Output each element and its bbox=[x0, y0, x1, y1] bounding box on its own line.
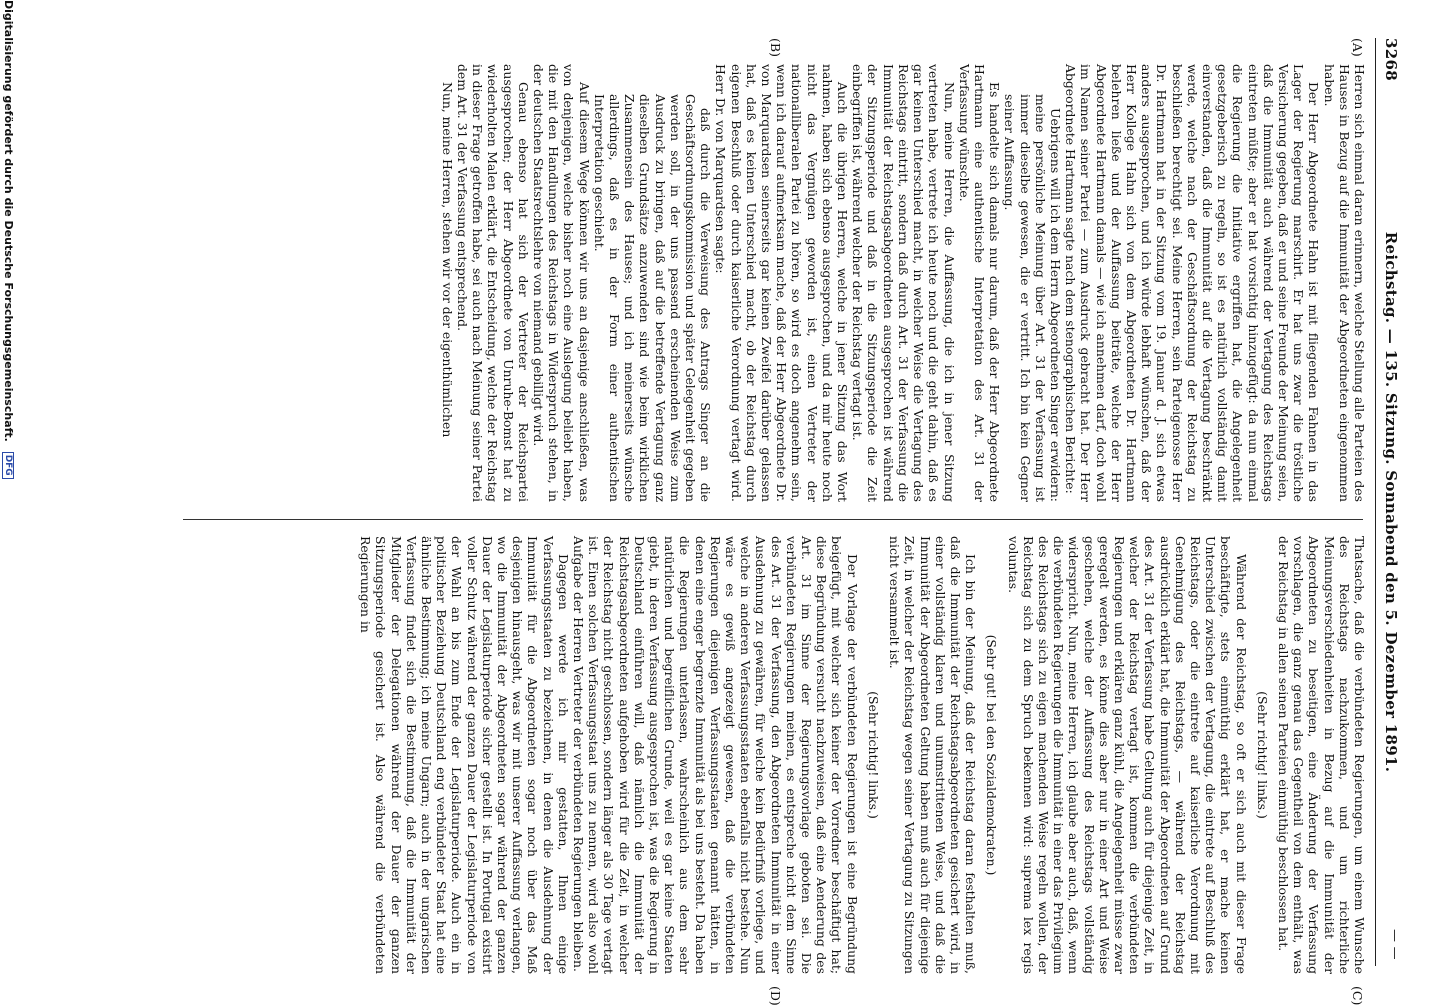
header-mark: — — bbox=[1387, 928, 1402, 960]
paragraph: Nun, meine Herren, die Auffassung, die ich in jener Sitzung vertreten habe, vertrete ich heute noch und die geht dahin, daß es gar keinen Unterschied macht, in welcher Weise die Vertagung des Reichstags eintritt, sondern daß durch Art. 31 der Verfassung die Immunität der Reichstagsabgeordneten ausgesprochen ist während der Sitzungsperiode und daß in die Sitzungsperiode die Zeit einbegriffen ist, während welcher der Reichstag vertagt ist. bbox=[850, 64, 957, 502]
paragraph: Auch die übrigen Herren, welche in jener Sitzung das Wort nahmen, haben sich ebenso ausgesprochen, und da mir heute noch nicht das Vergnügen geworden ist, einen Vertreter der nationalliberalen Partei zu hören, so wird es doch angenehm sein, wenn ich darauf aufmerksam mache, daß der Herr Abgeordnete Dr. von Marquardsen seinerseits gar keinen Zweifel darüber gelassen hat, daß es keinen Unterschied macht, ob der Reichstag durch eigenen Beschluß oder durch kaiserliche Verordnung vertagt wird. Herr Dr. von Marquardsen sagte: bbox=[713, 64, 851, 502]
credit-text: Digitalisierung gefördert durch die Deutsche Forschungsgemeinschaft. bbox=[2, 0, 15, 442]
left-column bbox=[440, 64, 1367, 502]
paragraph: (Sehr gut! bei den Sozialdemokraten.) bbox=[984, 634, 1000, 876]
paragraph: Thatsache, daß die verbündeten Regierungen, um einem Wunsche des Reichstags nachzukommen, und um richterliche Meinungsverschiedenheiten in Bezug auf die Immunität der Abgeordneten zu beseitigen, eine Änderung der Verfassung vorschlagen, die ganz genau das Gegentheil von dem enthält, was der Reichstag in allen seinen Parteien einmüthig beschlossen hat. bbox=[1275, 536, 1367, 974]
running-title: Reichstag. — 135. Sitzung. Sonnabend den 5. Dezember 1891. bbox=[1382, 231, 1400, 773]
paragraph: Der Vorlage der verbündeten Regierungen ist eine Begründung beigefügt, mit welcher sich keiner der Vorredner beschäftigt hat; diese Begründung versucht nachzuweisen, daß eine Aenderung des Art. 31 im Sinne der Regierungsvorlage geboten sei. Die verbündeten Regierungen meinen, es entspreche nicht dem Sinne des Art. 31 der Verfassung, den Abgeordneten Immunität in einer Ausdehnung zu gewähren, für welche kein Bedürfniß vorliege, und welche in anderen Verfassungsstaaten ebenfalls nicht bestehe. Nun wäre es gewiß angezeigt gewesen, daß die verbündeten Regierungen diejenigen Verfassungsstaaten genannt hätten, in denen eine enger begrenzte Immunität als bei uns besteht. Da haben die Regierungen unterlassen, wahrscheinlich aus dem sehr natürlichen und begreiflichen Grunde, weil es gar keine Staaten giebt, in deren Verfassung ausgesprochen ist, was die Regierung in Deutschland einführen will, daß nämlich die Immunität der Reichstagsabgeordneten aufgehoben wird für die Zeit, in welcher der Reichstag nicht geschlossen, sondern länger als 30 Tage vertagt ist. Einen solchen Verfassungsstaat uns zu nennen, wird also wohl Aufgabe der Herren Vertreter der verbündeten Regierungen bleiben. bbox=[571, 536, 860, 974]
paragraph: Nun, meine Herren, stehen wir vor der eigenthümlichen bbox=[439, 82, 455, 438]
paragraph: Während der Reichstag, so oft er sich auch mit dieser Frage beschäftigte, stets einmüthig erklärt hat, er mache keinen Unterschied zwischen der Vertagung, die eintrete auf Beschluß des Reichstags, oder die eintrete auf kaiserliche Verordnung mit Genehmigung des Reichstags, — während der Reichstag ausdrücklich erklärt hat, die Immunität der Abgeordneten auf Grund des Art. 31 der Verfassung habe Geltung auch für diejenige Zeit, in welcher der Reichstag vertagt ist, kommen die verbündeten Regierungen und erklären ganz kühl, die Angelegenheit müsse zwar geregelt werden, es könne dies aber nur in einer Art und Weise geschehen, welche der Auffassung des Reichstags vollständig widerspricht. Nun, meine Herren, ich glaube aber auch, daß, wenn die verbündeten Regierungen die Immunität in einer das Privilegium des Reichstags sich zu eigen machenden Weise regeln wollen, der Reichstag sich zu dem Spruch bekennen wird: suprema lex regis voluntas. bbox=[1005, 536, 1249, 974]
margin-mark-a: (A) bbox=[1350, 38, 1365, 57]
paragraph: Ich bin der Meinung, daß der Reichstag daran festhalten muß, daß die Immunität der Reichstagsabgeordneten gesichert wird, in einer vollständig klaren und unumstrittenen Weise, und daß die Immunität der Abgeordneten Geltung haben muß auch für diejenige Zeit, in welcher der Reichstag wegen seiner Vertagung zu Sitzungen nicht versammelt ist. bbox=[887, 536, 979, 974]
margin-mark-b: (B) bbox=[768, 38, 783, 57]
paragraph: (Sehr richtig! links.) bbox=[1254, 691, 1270, 819]
paragraph: Auf diesem Wege können wir uns an dasjenige anschließen, was von denjenigen, welche bisher noch eine Auslegung beliebt haben, die mit den Handlungen des Reichstags in Widerspruch stehen, in der deutschen Staatsrechtslehre von niemand gebilligt wird. bbox=[531, 64, 592, 502]
paragraph: Herren sich einmal daran erinnern, welche Stellung alle Parteien des Hauses in Bezug auf die Immunität der Abgeordneten eingenommen haben. bbox=[1321, 64, 1367, 502]
paragraph: Der Herr Abgeordnete Hahn ist mit fliegenden Fahnen in das Lager der Regierung marschirt. Er hat uns zwar die tröstliche Versicherung gegeben, daß er und seine Freunde der Meinung seien, daß die Immunität auch während der Vertagung des Reichstags eintreten müßte; aber er hat vorsichtig hinzugefügt: da nun einmal die Regierung die Initiative ergriffen hat, die Angelegenheit gesetzgeberisch zu regeln, so ist es natürlich vollständig damit einverstanden, daß die Immunität auf die Vertagung beschränkt werde, welche nach der Geschäftsordnung der Reichstag zu beschließen berechtigt sei. Meine Herren, sein Parteigenosse Herr Dr. Hartmann hat in der Sitzung vom 19. Januar d. J. sich etwas anders ausgesprochen, und ich würde lebhaft wünschen, daß der Herr Kollege Hahn sich von dem Abgeordneten Dr. Hartmann belehren ließe und der Auffassung beiträte, welche der Herr Abgeordnete Hartmann damals — wie ich annehmen darf, doch wohl im Namen seiner Partei — zum Ausdruck gebracht hat. Der Herr Abgeordnete Hartmann sagte nach dem stenographischen Berichte: bbox=[1063, 64, 1322, 502]
digitization-credit bbox=[2, 0, 15, 1000]
paragraph: Dagegen werde ich mir gestatten, Ihnen einige Verfassungsstaaten zu bezeichnen, in denen die Ausdehnung der Immunität für die Abgeordneten sogar noch über das Maß desjenigen hinausgeht, was wir mit unserer Auffassung verlangen, wo die Immunität der Abgeordneten sogar während der ganzen Dauer der Legislaturperiode sicher gestellt ist. In Portugal existirt voller Schutz während der ganzen Dauer der Legislaturperiode von der Wahl an bis zum Ende der Legislaturperiode. Auch ein in politischer Beziehung Deutschland eng verbündeter Staat hat eine ähnliche Bestimmung; ich meine Ungarn; auch in der ungarischen Verfassung findet sich die Bestimmung, daß die Immunität der Mitglieder der Delegationen während der Dauer der ganzen Sitzungsperiode gesichert ist. Also während die verbündeten Regierungen in bbox=[358, 536, 571, 974]
column-divider bbox=[183, 519, 1363, 520]
paragraph: Es handelte sich damals nur darum, daß der Herr Abgeordnete Hartmann eine authentische Interpretation des Art. 31 der Verfassung wünschte. bbox=[956, 64, 1003, 502]
page-header bbox=[1375, 38, 1402, 966]
paragraph: Uebrigens will ich dem Herrn Abgeordneten Singer erwidern: meine persönliche Meinung über Art. 31 der Verfassung ist immer dieselbe gewesen, die er vertritt. Ich bin kein Gegner seiner Auffassung. bbox=[1002, 94, 1063, 502]
right-column bbox=[358, 536, 1367, 974]
dfg-logo: DFG bbox=[2, 452, 14, 479]
margin-mark-c: (C) bbox=[1350, 986, 1365, 1006]
paragraph: (Sehr richtig! links.) bbox=[865, 691, 881, 819]
page-number: 3268 bbox=[1382, 38, 1400, 81]
margin-mark-d: (D) bbox=[768, 986, 783, 1006]
text-columns bbox=[137, 38, 1367, 1006]
paragraph: daß durch die Verweisung des Antrags Singer an die Geschäftsordnungskommission und später Gelegenheit gegeben werden soll, in der uns passend erscheinenden Weise zum Ausdruck zu bringen, daß auf die betreffende Vertagung ganz dieselben Grundsätze anzuwenden sind wie beim wirklichen Zusammensein des Hauses; und ich meinerseits wünsche allerdings, daß es in der Form einer authentischen Interpretation geschieht. bbox=[591, 94, 714, 502]
paragraph: Genau ebenso hat sich der Vertreter der Reichspartei ausgesprochen; der Herr Abgeordnete von Unruhe-Bomst hat zu wiederholten Malen erklärt, die Entscheidung, welche der Reichstag in dieser Frage getroffen habe, sei auch nach Meinung seiner Partei dem Art. 31 der Verfassung entsprechend. bbox=[455, 64, 531, 502]
